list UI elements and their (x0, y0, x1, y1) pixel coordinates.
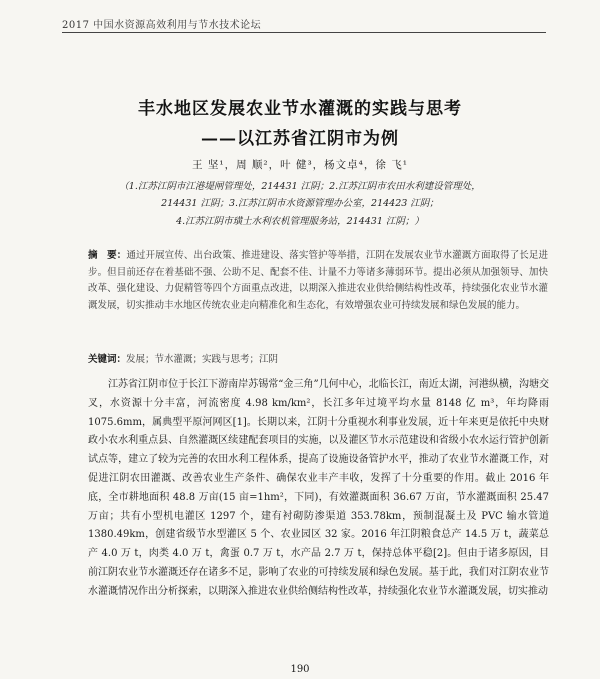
author-list: 王 坚¹，周 顺²，叶 健³，杨文卓⁴，徐 飞¹ (192, 159, 408, 171)
affiliation-line: 214431 江阴；3.江苏江阴市水资源管理办公室，214423 江阴； (161, 198, 439, 209)
affiliation-line: 4.江苏江阴市璜土水利农机管理服务站，214431 江阴；） (176, 216, 424, 227)
running-head: 2017 中国水资源高效利用与节水技术论坛 (62, 20, 262, 31)
abstract-label: 摘 要： (88, 250, 127, 261)
abstract-text: 通过开展宣传、出台政策、推进建设、落实管护等举措，江阴在发展农业节水灌溉方面取得了长足进步。但目前还存在着基础不强、公助不足、配套不佳、计量不力等诸多薄弱环节。提出必须从加强领导、加快改革、强化建设、力促精管等四个方面重点改进，以期深入推进农业供给侧结构性改革，持续强化农业节水灌溉发展，切实推动丰水地区传统农业走向精准化和生态化，有效增强农业可持续发展和绿色发展的能力。 (88, 250, 548, 311)
body-paragraph: 江苏省江阴市位于长江下游南岸苏锡常“金三角”几何中心，北临长江，南近太湖，河港纵横，沟塘交叉，水资源十分丰富，河流密度 4.98 km/km²，长江多年过境平均水量 8148 亿 m³，年均降雨 1075.6mm，属典型平原河网区[1]。长期以来，江阴十分重视水利事业发展，近十年来更是依托中央财政小农水利重点县、自然灌溉区续建配套项目的实施，以及灌区节水示范建设和省级小农水运行管护创新试点等，建立了较为完善的农田水利工程体系，提高了设施设备管护水平，推动了农业节水灌溉工作，对促进江阴农田灌溉、改善农业生产条件、确保农业丰产丰收，发挥了十分重要的作用。截止 2016 年底，全市耕地面积 48.8 万亩(15 亩=1hm²，下同)，有效灌溉面积 36.67 万亩，节水灌溉面积 25.47 万亩；共有小型机电灌区 1297 个，建有衬砌防渗渠道 353.78km，预制混凝土及 PVC 输水管道 1380.49km，创建省级节水型灌区 5 个、农业园区 32 家。2016 年江阴粮食总产 14.5 万 t，蔬菜总产 4.0 万 t，肉类 4.0 万 t，禽蛋 0.7 万 t，水产品 2.7 万 t，保持总体平稳[2]。但由于诸多原因，目前江阴农业节水灌溉还存在诸多不足，影响了农业的可持续发展和绿色发展。基于此，我们对江阴农业节水灌溉情况作出分析探索，以期深入推进农业供给侧结构性改革，持续强化农业节水灌溉发展，切实推动 (88, 379, 549, 597)
keywords-text: 发展；节水灌溉；实践与思考；江阴 (126, 354, 279, 365)
paper-subtitle: ——以江苏省江阴市为例 (201, 129, 399, 149)
affiliation-line: （1.江苏江阴市江港堤闸管理处，214431 江阴；2.江苏江阴市农田水利建设管理处， (119, 181, 481, 192)
page-number: 190 (290, 664, 310, 675)
abstract (88, 248, 548, 314)
paper-title: 丰水地区发展农业节水灌溉的实践与思考 (138, 99, 462, 119)
keywords (88, 351, 548, 365)
header-rule (62, 32, 546, 33)
keywords-label: 关键词： (88, 354, 127, 365)
